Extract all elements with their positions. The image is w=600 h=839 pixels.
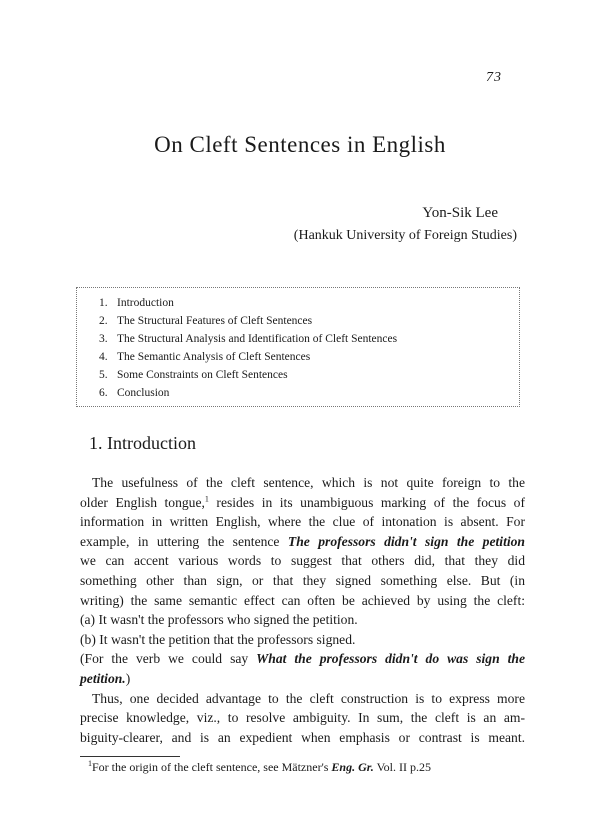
paper-title: On Cleft Sentences in English <box>154 132 446 157</box>
footnote-divider <box>80 756 180 757</box>
body-line: something other than sign, or that they signed something else. But (in <box>80 572 525 588</box>
body-line: Thus, one decided advantage to the cleft construction is to express more <box>92 690 525 706</box>
body-line: writing) the same semantic effect can often be achieved by using the cleft: <box>80 592 525 608</box>
body-line: older English tongue,$^1$ resides in its unambiguous marking of the focus of <box>80 494 525 510</box>
toc-item-label: Conclusion <box>117 387 170 399</box>
toc-item-label: The Structural Analysis and Identification of Cleft Sentences <box>117 333 398 345</box>
section-heading <box>89 433 196 454</box>
toc-item: 6. Conclusion <box>99 387 170 399</box>
toc-item-label: Introduction <box>117 297 174 309</box>
table-of-contents <box>76 287 520 407</box>
toc-item: 5. Some Constraints on Cleft Sentences <box>99 369 288 381</box>
body-line: precise knowledge, viz., to resolve ambiguity. In sum, the cleft is an am- <box>80 710 525 726</box>
toc-item: 3. The Structural Analysis and Identification of Cleft Sentences <box>99 333 398 345</box>
body-line: information in written English, where the clue of intonation is absent. For <box>80 514 525 530</box>
toc-item: 2. The Structural Features of Cleft Sentences <box>99 315 313 327</box>
toc-item-label: The Semantic Analysis of Cleft Sentences <box>117 351 311 363</box>
section-title: Introduction <box>107 433 196 453</box>
footnote: $^1$For the origin of the cleft sentence, see Mätzner's Eng. Gr. Vol. II p.25 <box>88 759 432 774</box>
toc-item: 4. The Semantic Analysis of Cleft Sentences <box>99 351 311 363</box>
section-number: 1. <box>89 433 103 453</box>
body-line: The usefulness of the cleft sentence, which is not quite foreign to the <box>92 475 525 490</box>
page-number: 73 <box>486 70 502 85</box>
body-line: biguity-clearer, and is an expedient when emphasis or contrast is meant. <box>80 729 525 745</box>
footnote-reference-title: Eng. Gr. <box>331 760 374 774</box>
body-text <box>80 473 525 747</box>
footnote-marker: 1 <box>204 494 209 504</box>
example-sentence: What the professors didn't do was sign the <box>256 651 525 667</box>
body-line: example, in uttering the sentence The professors didn't sign the petition <box>80 533 525 549</box>
example-sentence: petition. <box>80 670 126 686</box>
body-line: petition.) <box>80 670 131 686</box>
example-b: (b) It wasn't the petition that the professors signed. <box>80 631 356 647</box>
author-affiliation: (Hankuk University of Foreign Studies) <box>293 228 517 243</box>
author-name: Yon-Sik Lee <box>422 205 498 221</box>
toc-item-label: The Structural Features of Cleft Sentences <box>117 315 313 327</box>
example-sentence: The professors didn't sign the petition <box>287 533 525 549</box>
footnote-number: 1 <box>88 759 92 768</box>
toc-item-label: Some Constraints on Cleft Sentences <box>117 369 288 381</box>
body-line: we can accent various words to suggest that others did, that they did <box>80 553 525 569</box>
body-line: (For the verb we could say What the professors didn't do was sign the <box>80 651 525 667</box>
example-a: (a) It wasn't the professors who signed the petition. <box>80 612 358 628</box>
toc-item: 1. Introduction <box>99 297 174 309</box>
